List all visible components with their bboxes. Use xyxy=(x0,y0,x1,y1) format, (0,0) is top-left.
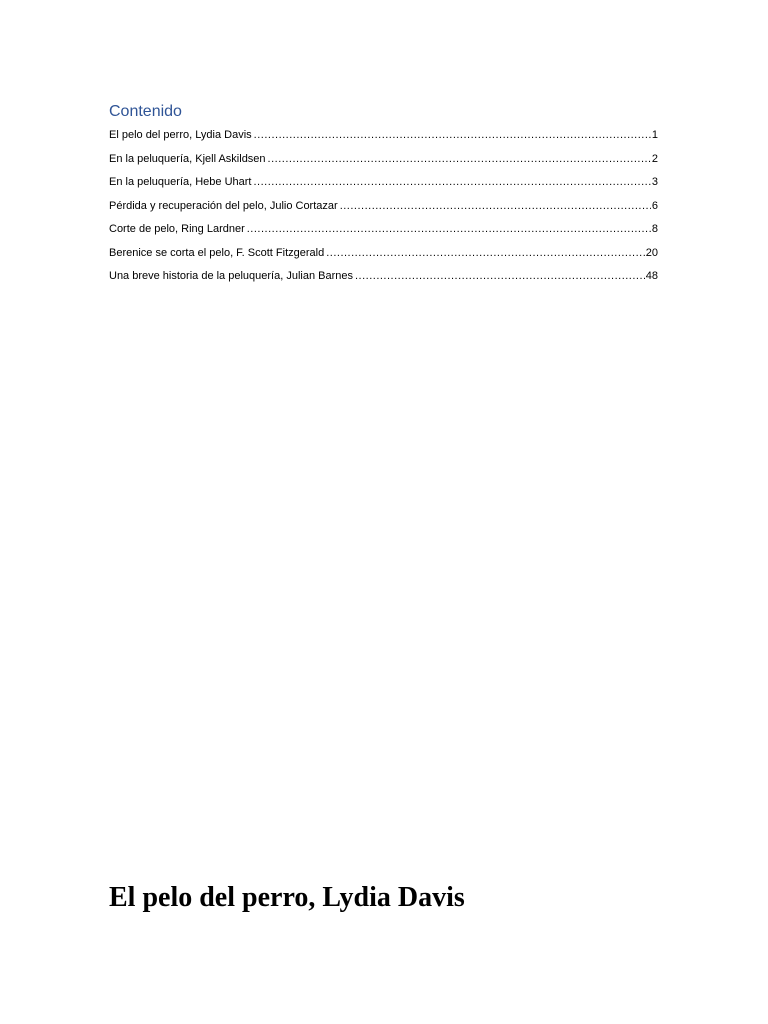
toc-entry-title: Corte de pelo, Ring Lardner xyxy=(109,223,245,235)
toc-dot-leader xyxy=(253,172,650,192)
toc-entry[interactable] xyxy=(109,219,658,243)
section-heading: El pelo del perro, Lydia Davis xyxy=(109,882,465,913)
toc-dot-leader xyxy=(268,149,651,169)
toc-dot-leader xyxy=(326,243,645,263)
toc-heading: Contenido xyxy=(109,103,182,120)
toc-entry-page: 1 xyxy=(651,129,658,141)
toc-entry[interactable] xyxy=(109,149,658,173)
toc-entry[interactable] xyxy=(109,125,658,149)
toc-entry-page: 48 xyxy=(645,270,658,282)
toc-dot-leader xyxy=(247,219,651,239)
table-of-contents xyxy=(109,125,658,290)
toc-entry[interactable] xyxy=(109,266,658,290)
toc-entry-title: En la peluquería, Hebe Uhart xyxy=(109,176,252,188)
toc-entry-title: Berenice se corta el pelo, F. Scott Fitzgerald xyxy=(109,246,325,259)
toc-dot-leader xyxy=(355,266,645,286)
toc-entry-page: 8 xyxy=(651,223,658,235)
toc-entry[interactable] xyxy=(109,243,658,267)
toc-entry[interactable] xyxy=(109,172,658,196)
toc-entry-title: Una breve historia de la peluquería, Julian Barnes xyxy=(109,270,353,282)
toc-dot-leader xyxy=(254,125,651,145)
toc-entry-title: En la peluquería, Kjell Askildsen xyxy=(109,152,266,165)
toc-entry-page: 2 xyxy=(651,152,658,165)
toc-entry-page: 6 xyxy=(651,199,658,212)
toc-entry-page: 3 xyxy=(651,176,658,188)
toc-entry-title: El pelo del perro, Lydia Davis xyxy=(109,129,252,141)
toc-entry-title: Pérdida y recuperación del pelo, Julio Cortazar xyxy=(109,199,338,212)
toc-entry-page: 20 xyxy=(645,246,658,259)
toc-entry[interactable] xyxy=(109,196,658,220)
toc-dot-leader xyxy=(340,196,651,216)
